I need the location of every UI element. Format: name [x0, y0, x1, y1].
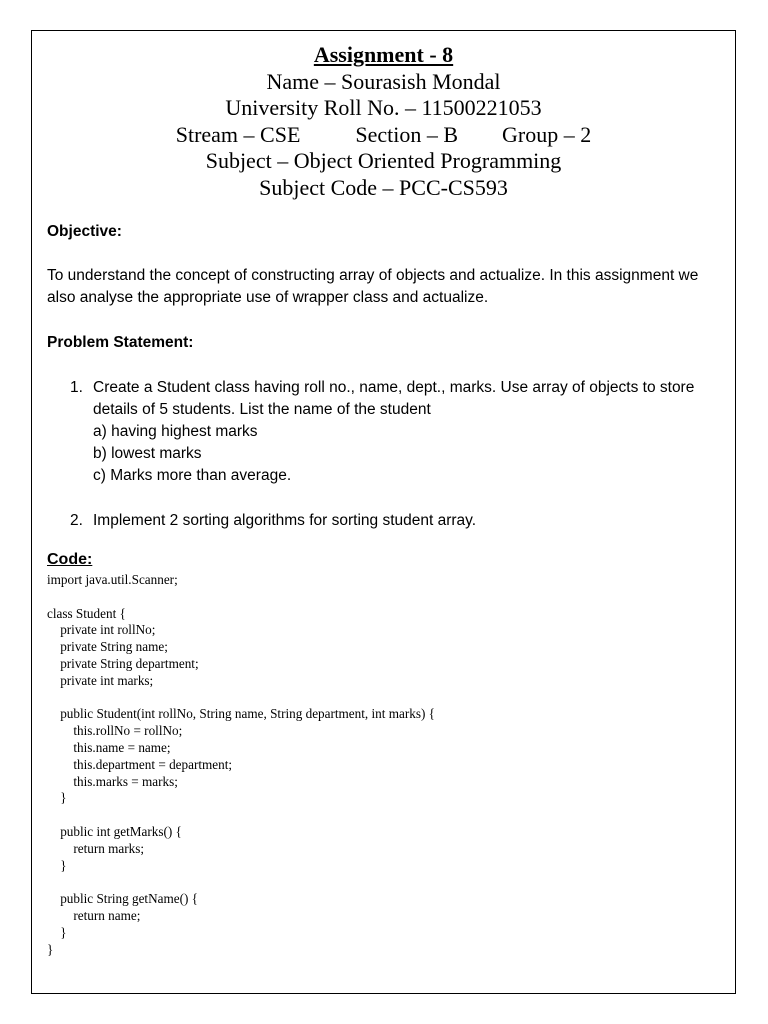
subject-name: Subject – Object Oriented Programming [205, 148, 562, 173]
stream-section-group: Stream – CSE Section – B Group – 2 [175, 121, 592, 147]
objective-heading: Objective: [47, 223, 122, 240]
code-heading: Code: [47, 551, 93, 568]
assignment-title: Assignment - 8 [313, 42, 454, 67]
sub-item: c) Marks more than average. [93, 467, 292, 484]
problem-item-text: Create a Student class having roll no., name, dept., marks. Use array of objects to store details of 5 students. List the name of the student [93, 379, 695, 418]
problem-item-2 [70, 510, 730, 532]
code-block: import java.util.Scanner; class Student { private int rollNo; private String name; private String department; private int marks; public Student(int rollNo, String name, String department, int marks) { this.rollNo = rollNo; this.name = name; this.department = department; this.marks = marks; } public int getMarks() { return marks; } public String getName() { return name; } } [47, 572, 435, 957]
sub-item: a) having highest marks [93, 423, 258, 440]
list-number: 1. [70, 379, 83, 396]
problem-item-1 [70, 377, 730, 487]
document-header [31, 42, 736, 201]
list-number: 2. [70, 512, 83, 529]
university-roll: University Roll No. – 11500221053 [225, 95, 542, 120]
sub-item: b) lowest marks [93, 445, 202, 462]
student-name: Name – Sourasish Mondal [266, 68, 501, 94]
objective-text: To understand the concept of constructing array of objects and actualize. In this assignment we also analyse the appropriate use of wrapper class and actualize. [47, 267, 699, 306]
problem-heading: Problem Statement: [47, 334, 194, 351]
subject-code: Subject Code – PCC-CS593 [259, 174, 508, 200]
problem-item-text: Implement 2 sorting algorithms for sorting student array. [93, 512, 477, 529]
